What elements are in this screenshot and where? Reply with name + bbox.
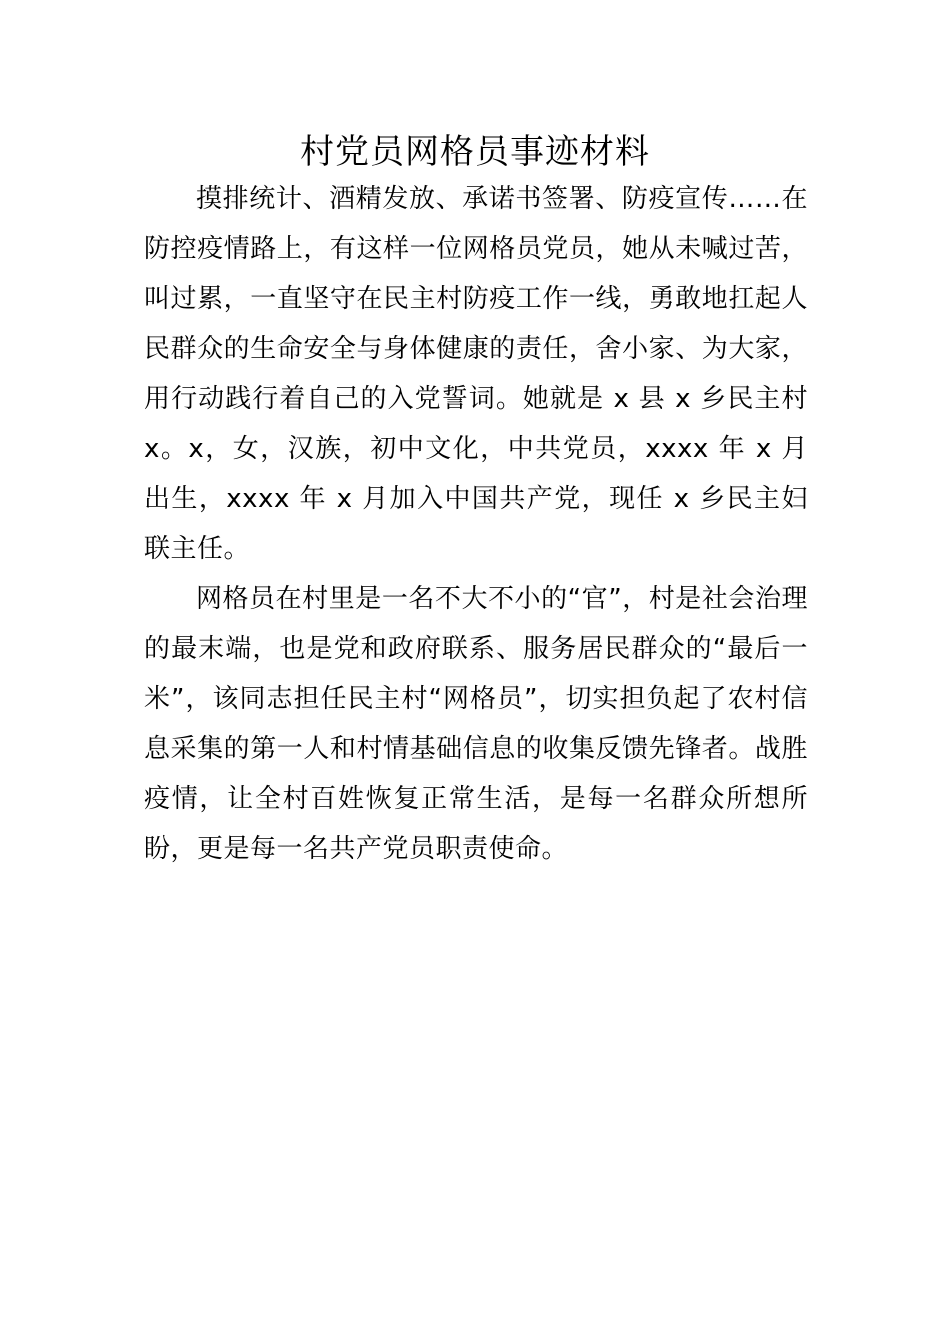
body-paragraph-1: 摸排统计、酒精发放、承诺书签署、防疫宣传……在防控疫情路上，有这样一位网格员党员，她从未喊过苦，叫过累，一直坚守在民主村防疫工作一线，勇敢地扛起人民群众的生命安全与身体健康的责任，舍小家、为大家，用行动践行着自己的入党誓词。她就是 x 县 x 乡民主村 x。x，女，汉族，初中文化，中共党员，xxxx 年 x 月出生，xxxx 年 x 月加入中国共产党，现任 x 乡民主妇联主任。 xyxy=(144,184,808,564)
document-body xyxy=(144,174,808,874)
document-title: 村党员网格员事迹材料 xyxy=(300,132,650,172)
body-paragraph-2: 网格员在村里是一名不大不小的“官”，村是社会治理的最末端，也是党和政府联系、服务居民群众的“最后一米”，该同志担任民主村“网格员”，切实担负起了农村信息采集的第一人和村情基础信息的收集反馈先锋者。战胜疫情，让全村百姓恢复正常生活，是每一名群众所想所盼，更是每一名共产党员职责使命。 xyxy=(144,584,808,864)
